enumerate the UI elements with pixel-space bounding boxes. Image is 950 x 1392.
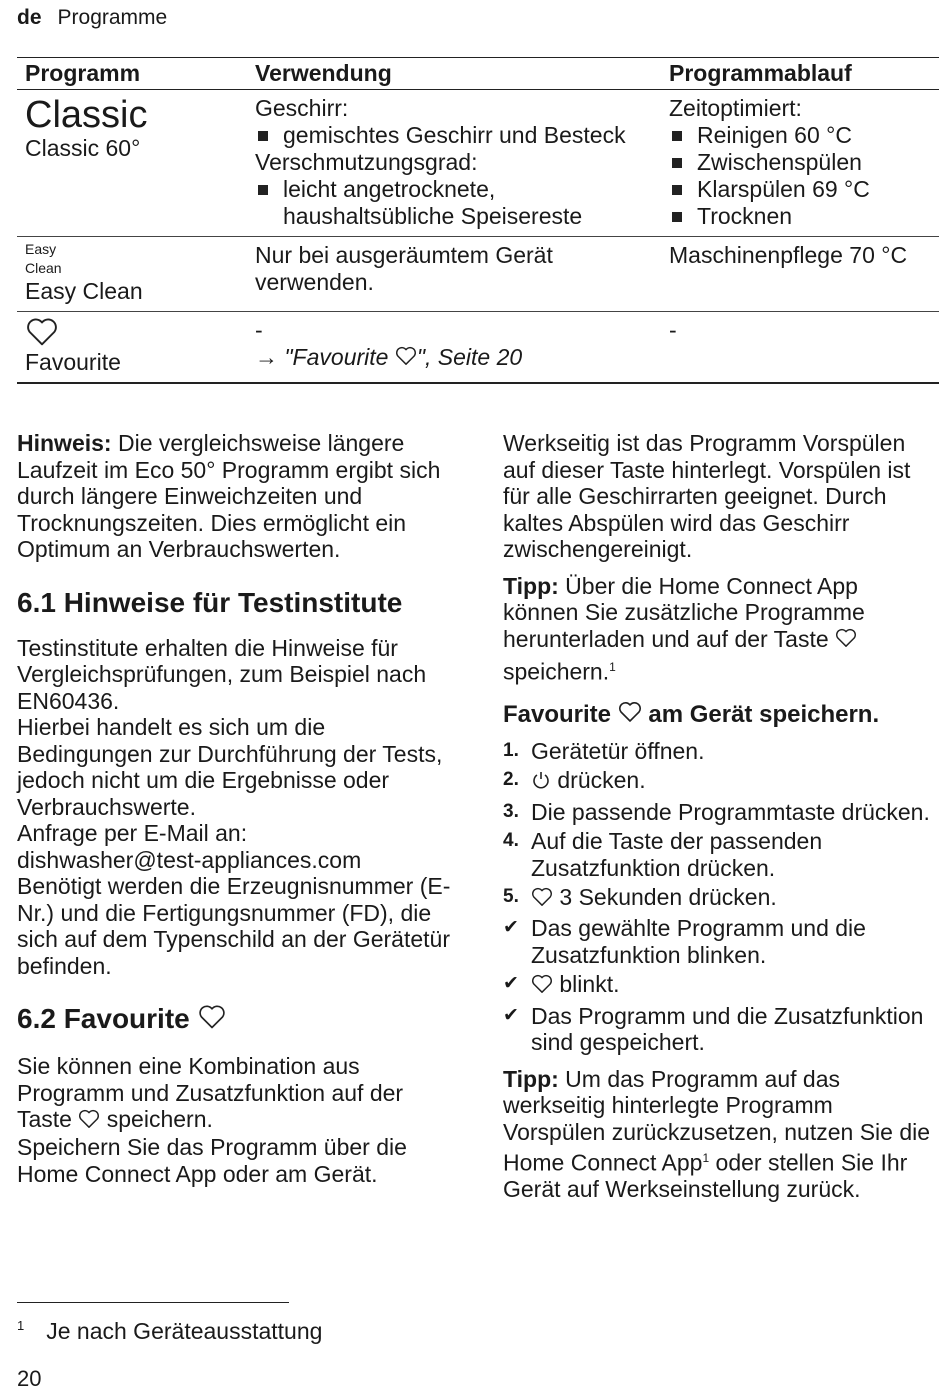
heading-text: 6.2 Favourite: [17, 1003, 190, 1034]
flow-item: Reinigen 60 °C: [669, 122, 931, 149]
footnote: [17, 1318, 322, 1345]
flow-title: Zeitoptimiert:: [669, 95, 802, 121]
tip-label: Tipp:: [503, 572, 559, 599]
program-cell: [17, 237, 247, 312]
text: Sie können eine Kombination aus Programm und Zusatzfunktion auf der Taste: [17, 1053, 404, 1133]
check-icon: ✔: [503, 1004, 519, 1026]
ref-text: "Favourite: [284, 344, 395, 370]
program-cell: [17, 90, 247, 237]
use-cell: [247, 90, 661, 237]
result-text: blinkt.: [553, 971, 620, 998]
step-number: 2.: [503, 769, 519, 791]
steps-list: [503, 738, 933, 1056]
check-icon: ✔: [503, 917, 519, 939]
paragraph: [17, 1053, 462, 1134]
footnote-mark: 1: [17, 1318, 25, 1333]
step-number: 1.: [503, 739, 519, 761]
classic-logo: Classic: [25, 94, 148, 136]
tip-label: Tipp:: [503, 1065, 559, 1092]
flow-cell: -: [661, 312, 939, 384]
use-title: Verschmutzungsgrad:: [255, 149, 478, 175]
paragraph: Werkseitig ist das Programm Vorspülen auf dieser Taste hinterlegt. Vorspülen ist für alle Geschirrarten geeignet. Durch kaltes Abspülen wird das Geschirr zwischengereinigt.: [503, 430, 911, 562]
list-item: [503, 738, 933, 765]
table-row: [17, 90, 939, 237]
step-number: 4.: [503, 830, 519, 852]
paragraph: Speichern Sie das Programm über die Home Connect App oder am Gerät.: [17, 1134, 407, 1187]
table-row: [17, 237, 939, 312]
col-header-program: Programm: [17, 58, 247, 90]
list-item: [503, 971, 933, 999]
check-icon: ✔: [503, 973, 519, 995]
ref-text: ", Seite 20: [416, 344, 523, 370]
list-item: [503, 1003, 933, 1056]
power-icon: [531, 769, 551, 796]
table-row: [17, 312, 939, 384]
heading-text: am Gerät speichern.: [641, 700, 880, 728]
footnote-text: Je nach Geräteausstattung: [46, 1318, 323, 1344]
use-dash: -: [255, 317, 263, 343]
page-header: [17, 6, 167, 30]
flow-item: Zwischenspülen: [669, 149, 931, 176]
note-paragraph: [17, 430, 462, 563]
tip-text: speichern.: [503, 658, 610, 685]
program-table: [17, 57, 939, 384]
table-header-row: [17, 58, 939, 90]
heading-6-1: 6.1 Hinweise für Testinstitute: [17, 586, 403, 618]
arrow-icon: →: [255, 344, 278, 370]
heading-6-2: [17, 1003, 462, 1037]
tip-text: Über die Home Connect App können Sie zusätzliche Programme herunterladen und auf der Taste: [503, 572, 865, 652]
list-item: [503, 828, 933, 881]
use-title: Geschirr:: [255, 95, 349, 121]
paragraph: Testinstitute erhalten die Hinweise für Vergleichsprüfungen, zum Beispiel nach EN60436.: [17, 634, 427, 714]
step-text: Auf die Taste der passenden Zusatzfunktion drücken.: [531, 828, 823, 881]
program-name: Favourite: [25, 349, 121, 375]
step-number: 3.: [503, 800, 519, 822]
right-column: [503, 430, 933, 1203]
list-item: [503, 915, 933, 968]
note-label: Hinweis:: [17, 430, 112, 456]
page-reference-link[interactable]: [255, 344, 653, 372]
email-address: dishwasher@test-appliances.com: [17, 846, 362, 873]
heading-save-favourite: [503, 701, 933, 730]
heart-icon: [198, 1004, 226, 1037]
page-number: 20: [17, 1366, 42, 1391]
section-title: Programme: [57, 6, 168, 29]
note-text: Die vergleichsweise längere Laufzeit im Eco 50° Programm ergibt sich durch längere Einweichzeiten und Trocknungszeiten. Dies ermöglicht ein Optimum an Verbrauchswerten.: [17, 430, 441, 562]
paragraph: Anfrage per E-Mail an:: [17, 820, 248, 846]
footnote-divider: [17, 1302, 289, 1303]
flow-cell: Maschinenpflege 70 °C: [661, 237, 939, 312]
col-header-flow: Programmablauf: [661, 58, 939, 90]
flow-item: Trocknen: [669, 203, 931, 230]
use-cell: Nur bei ausgeräumtem Gerät verwenden.: [247, 237, 661, 312]
step-text: drücken.: [551, 767, 646, 794]
use-bullet: gemischtes Geschirr und Besteck: [255, 122, 653, 149]
step-text: Gerätetür öffnen.: [531, 737, 705, 764]
text: speichern.: [100, 1106, 213, 1133]
heart-icon: [618, 701, 642, 730]
result-text: Das Programm und die Zusatzfunktion sind gespeichert.: [531, 1002, 924, 1055]
language-code: de: [17, 6, 42, 29]
program-cell: [17, 312, 247, 384]
flow-item: Klarspülen 69 °C: [669, 176, 931, 203]
tip-text: oder stellen Sie Ihr Gerät auf Werkseinstellung zurück.: [503, 1149, 908, 1203]
easy-clean-logo: [25, 240, 239, 278]
use-cell: [247, 312, 661, 384]
logo-line: Easy: [25, 241, 57, 257]
tip-paragraph: [503, 1066, 933, 1203]
col-header-use: Verwendung: [247, 58, 661, 90]
heart-icon: [78, 1108, 100, 1135]
paragraph: Hierbei handelt es sich um die Bedingungen zur Durchführung der Tests, jedoch nicht um die Ergebnisse oder Verbrauchswerte.: [17, 714, 443, 820]
result-text: Das gewählte Programm und die Zusatzfunktion blinken.: [531, 915, 866, 968]
heart-icon: [395, 345, 417, 372]
footnote-mark: 1: [702, 1151, 710, 1165]
heart-icon: [25, 317, 239, 349]
heart-icon: [835, 627, 857, 654]
tip-paragraph: [503, 573, 933, 685]
program-name: Classic 60°: [25, 135, 141, 161]
paragraph: Benötigt werden die Erzeugnisnummer (E-Nr.) und die Fertigungsnummer (FD), die sich auf dem Typenschild an der Gerätetür befinden.: [17, 873, 451, 979]
use-bullet: leicht angetrocknete, haushaltsübliche Speisereste: [255, 176, 653, 230]
program-name: Easy Clean: [25, 278, 143, 304]
footnote-mark: 1: [609, 659, 616, 674]
heart-icon: [531, 973, 553, 1000]
heart-icon: [531, 886, 553, 913]
flow-cell: [661, 90, 939, 237]
logo-line: Clean: [25, 260, 62, 276]
step-number: 5.: [503, 886, 519, 908]
left-column: [17, 430, 462, 1187]
list-item: [503, 767, 933, 795]
tip-text: Um das Programm auf das werkseitig hinterlegte Programm Vorspülen zurückzusetzen, nutzen Sie die Home Connect App: [503, 1065, 931, 1176]
step-text: 3 Sekunden drücken.: [553, 884, 777, 911]
list-item: [503, 799, 933, 826]
list-item: [503, 884, 933, 912]
heading-text: Favourite: [503, 700, 618, 728]
step-text: Die passende Programmtaste drücken.: [531, 798, 930, 825]
